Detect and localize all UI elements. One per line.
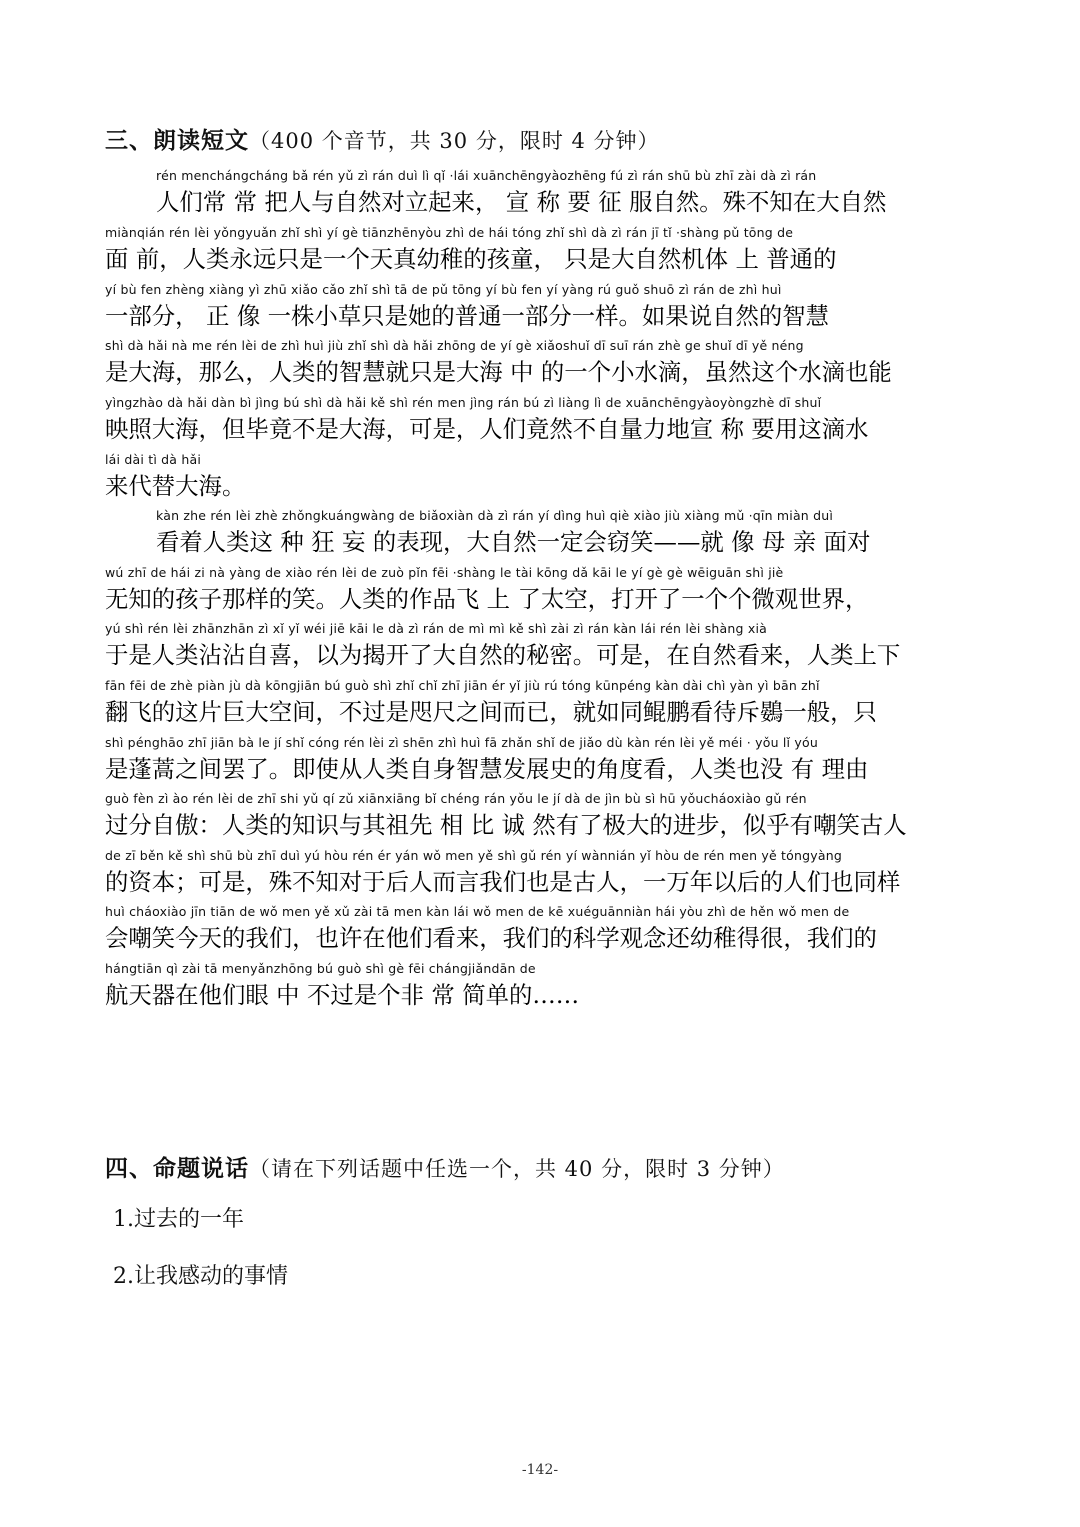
hanzi-row: 映照大海，但毕竟不是大海，可是，人们竟然不自量力地宣 称 要用这滴水: [105, 415, 869, 443]
pinyin-row: guò fèn zì ào rén lèi de zhī shi yǔ qí zǔ xiānxiāng bǐ chéng rán yǒu le jí dà de jìn bù sì hū yǒucháoxiào gǔ rén: [105, 791, 807, 806]
section-3-title: [105, 122, 660, 155]
hanzi-row: 一部分， 正 像 一株小草只是她的普通一部分一样。如果说自然的智慧: [105, 302, 830, 330]
section-4-heading: 四、命题说话: [105, 1156, 249, 1182]
passage-line: [0, 338, 1080, 394]
hanzi-row: 过分自傲：人类的知识与其祖先 相 比 诚 然有了极大的进步，似乎有嘲笑古人: [105, 811, 907, 839]
passage-line: [0, 565, 1080, 621]
hanzi-row: 无知的孩子那样的笑。人类的作品飞 上 了太空，打开了一个个微观世界，: [105, 585, 869, 613]
passage-line: [0, 168, 1080, 224]
pinyin-row: yìngzhào dà hǎi dàn bì jìng bú shì dà hǎi kě shì rén men jìng rán bú zì liàng lì de xuānchēngyàoyòngzhè dī shuǐ: [105, 395, 822, 410]
passage-line: [0, 452, 1080, 508]
pinyin-row: de zī běn kě shì shū bù zhī duì yú hòu rén ér yán wǒ men yě shì gǔ rén yí wànnián yǐ hòu de rén men yě tóngyàng: [105, 848, 842, 863]
page-number: -142-: [521, 1462, 559, 1478]
section-4-title: [105, 1150, 785, 1183]
topic-item: 1.过去的一年: [113, 1207, 244, 1232]
passage-line: [0, 508, 1080, 564]
hanzi-row: 航天器在他们眼 中 不过是个非 常 简单的……: [105, 981, 580, 1009]
pinyin-row: lái dài tì dà hǎi: [105, 452, 201, 467]
hanzi-row: 人们常 常 把人与自然对立起来， 宣 称 要 征 服自然。殊不知在大自然: [156, 188, 887, 216]
pinyin-row: hángtiān qì zài tā menyǎnzhōng bú guò shì gè fēi chángjiǎndān de: [105, 961, 536, 976]
pinyin-row: shì pénghāo zhī jiān bà le jí shǐ cóng rén lèi zì shēn zhì huì fā zhǎn shǐ de jiǎo dù kàn rén lèi yě méi · yǒu lǐ yóu: [105, 735, 818, 750]
pinyin-row: rén menchángcháng bǎ rén yǔ zì rán duì lì qǐ ·lái xuānchēngyàozhēng fú zì rán shū bù zhī zài dà zì rán: [156, 168, 817, 183]
hanzi-row: 会嘲笑今天的我们，也许在他们看来，我们的科学观念还幼稚得很，我们的: [105, 924, 877, 952]
passage-line: [0, 225, 1080, 281]
hanzi-row: 翻飞的这片巨大空间，不过是咫尺之间而已，就如同鲲鹏看待斥鷃一般，只: [105, 698, 877, 726]
passage-line: [0, 282, 1080, 338]
hanzi-row: 的资本；可是，殊不知对于后人而言我们也是古人，一万年以后的人们也同样: [105, 868, 901, 896]
pinyin-row: fān fēi de zhè piàn jù dà kōngjiān bú guò shì zhǐ chǐ zhī jiān ér yǐ jiù rú tóng kūnpéng kàn dài chì yàn yì bān zhǐ: [105, 678, 820, 693]
hanzi-row: 是蓬蒿之间罢了。即使从人类自身智慧发展史的角度看，人类也没 有 理由: [105, 755, 869, 783]
pinyin-row: kàn zhe rén lèi zhè zhǒngkuángwàng de biǎoxiàn dà zì rán yí dìng huì qiè xiào jiù xiàng mǔ ·qīn miàn duì: [156, 508, 834, 523]
pinyin-row: yí bù fen zhèng xiàng yì zhū xiǎo cǎo zhǐ shì tā de pǔ tōng yí bù fen yí yàng rú guǒ shuō zì rán de zhì huì: [105, 282, 782, 297]
pinyin-row: shì dà hǎi nà me rén lèi de zhì huì jiù zhǐ shì dà hǎi zhōng de yí gè xiǎoshuǐ dī suī rán zhè ge shuǐ dī yě néng: [105, 338, 804, 353]
passage-line: [0, 848, 1080, 904]
passage-line: [0, 961, 1080, 1017]
hanzi-row: 面 前，人类永远只是一个天真幼稚的孩童， 只是大自然机体 上 普通的: [105, 245, 837, 273]
passage-line: [0, 791, 1080, 847]
hanzi-row: 来代替大海。: [105, 472, 246, 500]
pinyin-row: yú shì rén lèi zhānzhān zì xǐ yǐ wéi jiē kāi le dà zì rán de mì mì kě shì zài zì rán kàn lái rén lèi shàng xià: [105, 621, 767, 636]
hanzi-row: 于是人类沾沾自喜，以为揭开了大自然的秘密。可是，在自然看来，人类上下: [105, 641, 901, 669]
section-3-heading: 三、朗读短文: [105, 128, 249, 154]
hanzi-row: 看着人类这 种 狂 妄 的表现，大自然一定会窃笑——就 像 母 亲 面对: [156, 528, 871, 556]
passage-line: [0, 904, 1080, 960]
pinyin-row: miànqián rén lèi yǒngyuǎn zhǐ shì yí gè tiānzhēnyòu zhì de hái tóng zhǐ shì dà zì rán jī tǐ ·shàng pǔ tōng de: [105, 225, 794, 240]
passage-line: [0, 395, 1080, 451]
passage-line: [0, 678, 1080, 734]
passage-line: [0, 621, 1080, 677]
pinyin-row: wú zhī de hái zi nà yàng de xiào rén lèi de zuò pǐn fēi ·shàng le tài kōng dǎ kāi le yí gè gè wēiguān shì jiè: [105, 565, 784, 580]
passage-line: [0, 735, 1080, 791]
pinyin-row: huì cháoxiào jīn tiān de wǒ men yě xǔ zài tā men kàn lái wǒ men de kē xuéguānniàn hái yòu zhì de hěn wǒ men de: [105, 904, 850, 919]
topic-item: 2.让我感动的事情: [113, 1264, 288, 1289]
section-3-note: （400 个音节，共 30 分，限时 4 分钟）: [249, 129, 660, 153]
section-4-note: （请在下列话题中任选一个，共 40 分，限时 3 分钟）: [249, 1157, 785, 1181]
hanzi-row: 是大海，那么，人类的智慧就只是大海 中 的一个小水滴，虽然这个水滴也能: [105, 358, 892, 386]
